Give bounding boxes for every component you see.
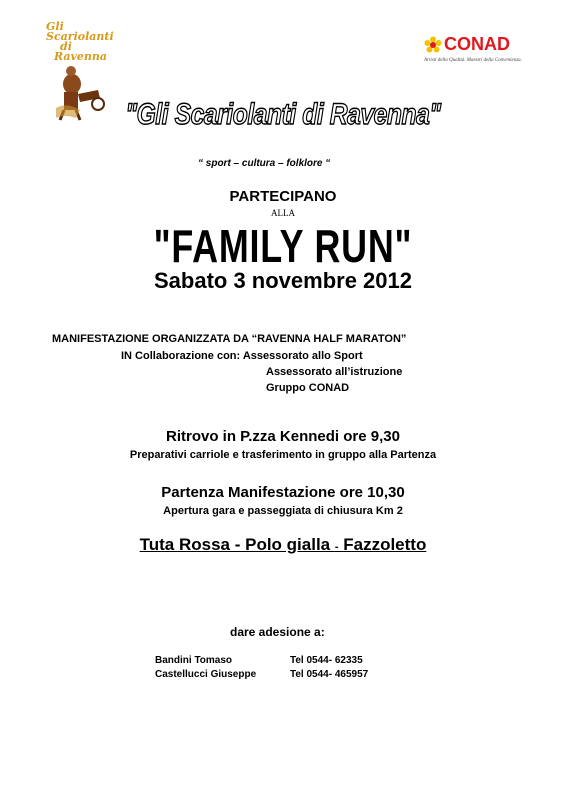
collaboration-line-2: Assessorato all’istruzione <box>266 366 403 378</box>
contact-name: Bandini Tomaso <box>155 655 233 666</box>
apertura-line: Apertura gara e passeggiata di chiusura Km 2 <box>163 505 403 517</box>
dress-code <box>0 535 566 555</box>
conad-flower-icon <box>424 36 442 54</box>
collaboration-line-3: Gruppo CONAD <box>266 382 350 394</box>
logo-line-1: Gli Scariolanti <box>46 20 114 43</box>
ritrovo-line: Ritrovo in P.zza Kennedi ore 9,30 <box>166 428 400 445</box>
logo-line-2: di <box>60 40 72 53</box>
adesione-heading: dare adesione a: <box>230 625 325 639</box>
alla-label: ALLA <box>271 208 295 218</box>
contact-name: Castellucci Giuseppe <box>155 669 257 680</box>
collaboration-line-1: IN Collaborazione con: Assessorato allo Sport <box>121 350 363 362</box>
scariolanti-logo <box>46 20 114 106</box>
logo-line-3: Ravenna <box>54 50 108 63</box>
partenza-line: Partenza Manifestazione ore 10,30 <box>161 484 405 501</box>
preparativi-line: Preparativi carriole e trasferimento in gruppo alla Partenza <box>129 449 437 461</box>
conad-wordmark: CONAD <box>444 34 510 54</box>
dress-code-part-2: Fazzoletto <box>338 535 427 554</box>
partecipano-heading: PARTECIPANO <box>229 188 337 205</box>
contact-phone: Tel 0544- 62335 <box>290 655 363 666</box>
dress-code-part-1: Tuta Rossa - Polo gialla <box>139 535 335 554</box>
page-title: "Gli Scariolanti di Ravenna" <box>125 98 441 131</box>
conad-tagline: Artisti della Qualità. Maestri della Convenienza. <box>424 58 522 63</box>
contact-phone: Tel 0544- 465957 <box>290 669 369 680</box>
event-name: "FAMILY RUN" <box>153 220 413 272</box>
organizer-line: MANIFESTAZIONE ORGANIZZATA DA “RAVENNA HALF MARATON” <box>52 333 407 345</box>
dress-code-separator: - <box>334 541 339 553</box>
tagline: “ sport – cultura – folklore “ <box>198 158 331 169</box>
conad-logo <box>424 34 534 74</box>
event-date: Sabato 3 novembre 2012 <box>153 268 412 293</box>
